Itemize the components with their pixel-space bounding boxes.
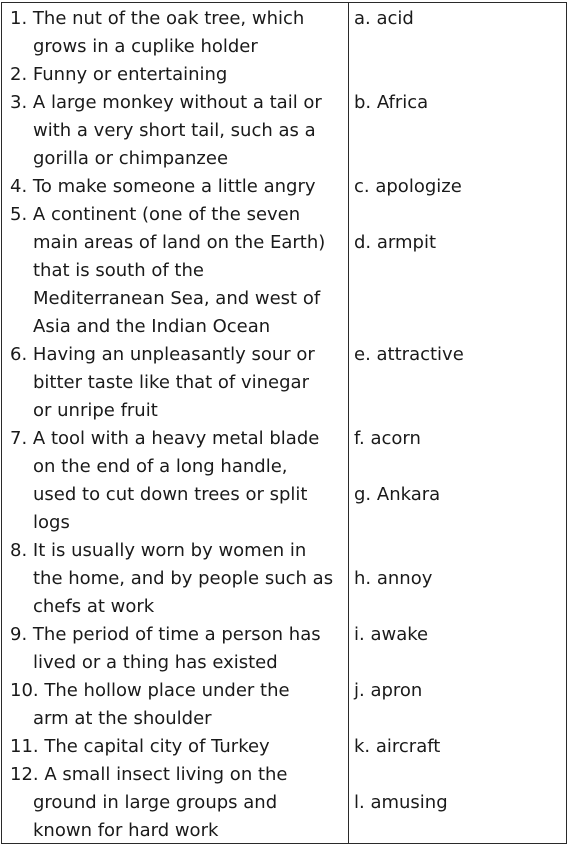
definition-line: lived or a thing has existed [33,652,278,673]
definition-number: 5. [10,204,28,225]
word-option [354,565,432,593]
definition-text: The nut of the oak tree, which [27,8,305,29]
definition-text: The capital city of Turkey [38,736,270,757]
word-letter: i. [354,624,365,645]
definition-line [10,733,270,761]
definition-line: gorilla or chimpanzee [33,148,229,169]
definition-number: 9. [10,624,28,645]
word-letter: k. [354,736,371,757]
column-divider [348,3,349,843]
definition-line [10,677,290,705]
word-option [354,621,428,649]
definition-line: bitter taste like that of vinegar [33,372,309,393]
definition-line [10,761,288,789]
word-option [354,5,414,33]
definition-line: that is south of the [33,260,204,281]
definition-line: Mediterranean Sea, and west of [33,288,321,309]
definition-line [10,89,322,117]
word-letter: j. [354,680,365,701]
word-text: acid [370,8,414,29]
word-option [354,341,464,369]
word-letter: e. [354,344,371,365]
definition-text: A continent (one of the seven [27,204,301,225]
definition-line: logs [33,512,70,533]
definition-number: 8. [10,540,28,561]
definition-line: known for hard work [33,820,219,841]
word-option [354,229,436,257]
definition-line [10,173,316,201]
definition-line: grows in a cuplike holder [33,36,258,57]
definition-line: the home, and by people such as [33,568,334,589]
definition-number: 12. [10,764,39,785]
word-text: attractive [370,344,464,365]
definition-line [10,201,300,229]
definition-line [10,621,321,649]
definition-text: A tool with a heavy metal blade [27,428,320,449]
definition-line [10,341,315,369]
definition-text: To make someone a little angry [27,176,316,197]
definition-line: chefs at work [33,596,155,617]
word-option [354,173,462,201]
definition-line: ground in large groups and [33,792,278,813]
matching-exercise-table [1,2,567,844]
definition-number: 7. [10,428,28,449]
word-text: Ankara [371,484,441,505]
word-text: aircraft [370,736,441,757]
definition-number: 1. [10,8,28,29]
definition-line: with a very short tail, such as a [33,120,316,141]
definition-line [10,5,304,33]
word-option [354,425,421,453]
definition-line: Asia and the Indian Ocean [33,316,271,337]
definition-line: used to cut down trees or split [33,484,308,505]
definition-text: It is usually worn by women in [27,540,307,561]
word-letter: g. [354,484,372,505]
word-letter: c. [354,176,370,197]
word-letter: b. [354,92,372,113]
word-text: Africa [371,92,429,113]
word-option [354,89,428,117]
definition-text: A small insect living on the [38,764,288,785]
word-option [354,789,448,817]
definition-line: arm at the shoulder [33,708,212,729]
word-option [354,481,440,509]
word-letter: d. [354,232,372,253]
definition-text: Funny or entertaining [27,64,228,85]
definition-number: 4. [10,176,28,197]
definition-line: main areas of land on the Earth) [33,232,326,253]
word-text: armpit [371,232,437,253]
word-letter: f. [354,428,365,449]
definition-number: 6. [10,344,28,365]
definition-number: 11. [10,736,39,757]
definition-text: Having an unpleasantly sour or [27,344,315,365]
definition-line [10,537,306,565]
word-option [354,733,440,761]
word-text: acorn [364,428,421,449]
definition-line [10,425,319,453]
word-letter: h. [354,568,372,589]
word-letter: a. [354,8,371,29]
definition-line: or unripe fruit [33,400,158,421]
definition-text: A large monkey without a tail or [27,92,322,113]
definition-number: 10. [10,680,39,701]
definition-text: The hollow place under the [38,680,290,701]
word-text: apologize [369,176,462,197]
word-text: annoy [371,568,433,589]
definition-number: 2. [10,64,28,85]
word-text: awake [364,624,429,645]
word-text: amusing [364,792,448,813]
word-option [354,677,422,705]
definition-text: The period of time a person has [27,624,321,645]
definition-number: 3. [10,92,28,113]
word-letter: l. [354,792,365,813]
definition-line [10,61,227,89]
word-text: apron [364,680,423,701]
definition-line: on the end of a long handle, [33,456,288,477]
